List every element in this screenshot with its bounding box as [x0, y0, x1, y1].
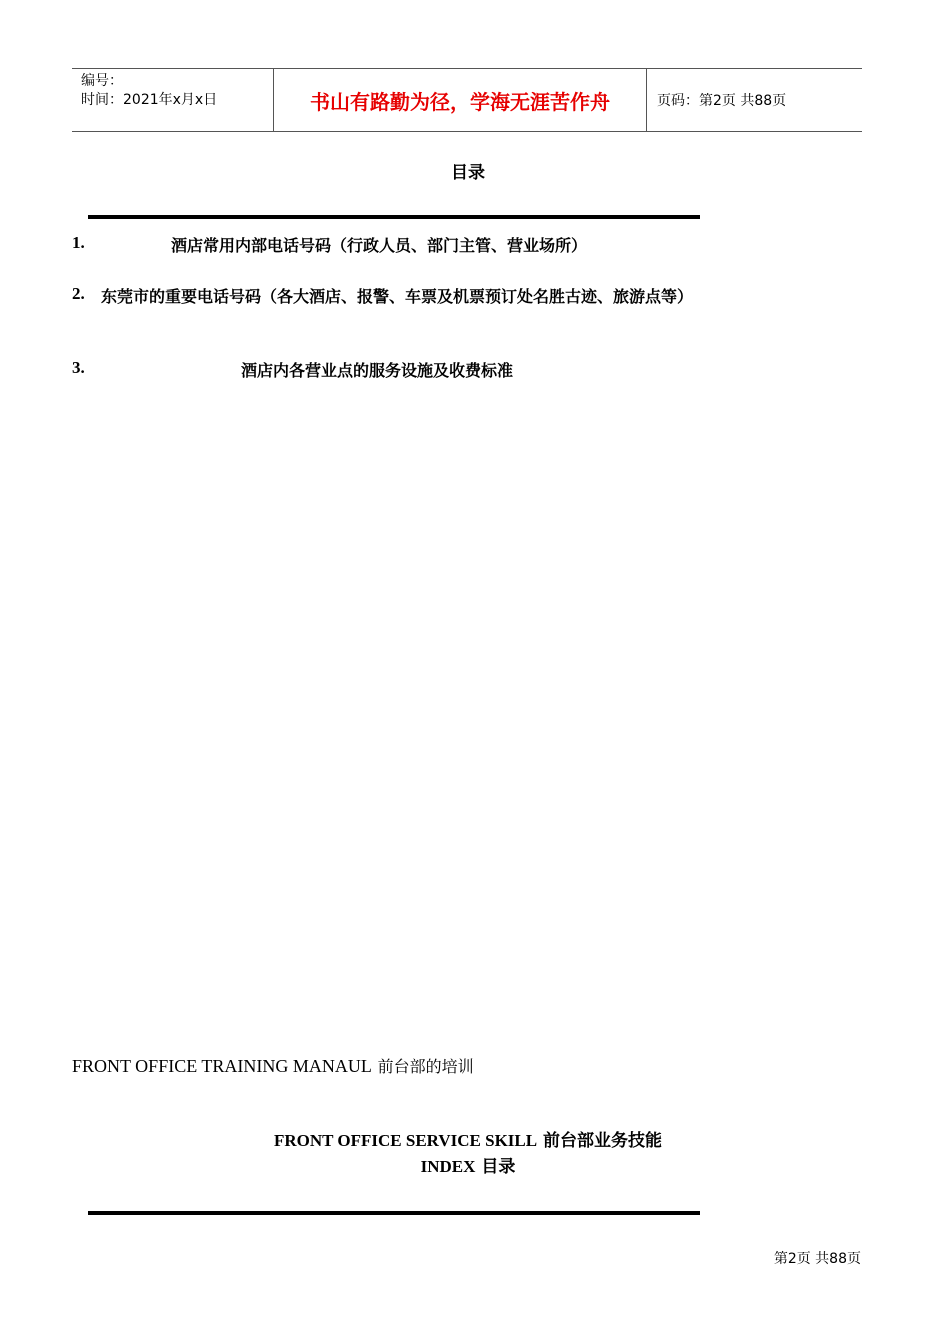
page-header: [72, 68, 862, 132]
header-motto: 书山有路勤为径，学海无涯苦作舟: [273, 69, 647, 131]
index-cn: 目录: [481, 1157, 516, 1177]
toc-item-text: 东莞市的重要电话号码（各大酒店、报警、车票及机票预订处名胜古迹、旅游点等）: [101, 287, 694, 306]
toc-item: [72, 233, 772, 257]
index-en: INDEX: [420, 1157, 476, 1176]
toc-item-text: 酒店内各营业点的服务设施及收费标准: [241, 361, 514, 380]
training-manual-en: FRONT OFFICE TRAINING MANAUL: [72, 1056, 372, 1076]
header-page-info: 页码：第2页 共88页: [657, 93, 787, 109]
toc-title: 目录: [451, 163, 485, 183]
training-manual-cn: 前台部的培训: [377, 1057, 474, 1076]
divider-rule: [88, 215, 700, 219]
toc-item-text: 酒店常用内部电话号码（行政人员、部门主管、营业场所）: [171, 236, 588, 255]
time-label: 时间：2021年x月x日: [81, 92, 218, 108]
divider-rule: [88, 1211, 700, 1215]
toc-item: [72, 284, 832, 308]
toc-item-number: 3.: [72, 358, 85, 377]
training-manual-heading: [72, 1054, 474, 1077]
toc-item: [72, 358, 772, 382]
service-skill-heading: [0, 1128, 936, 1180]
toc-item-number: 1.: [72, 233, 85, 252]
number-label: 编号：: [81, 73, 123, 89]
page-footer: 第2页 共88页: [773, 1251, 861, 1267]
service-skill-en: FRONT OFFICE SERVICE SKILL: [273, 1131, 538, 1150]
header-meta: [72, 69, 273, 131]
service-skill-cn: 前台部业务技能: [543, 1131, 663, 1151]
toc-item-number: 2.: [72, 284, 85, 303]
